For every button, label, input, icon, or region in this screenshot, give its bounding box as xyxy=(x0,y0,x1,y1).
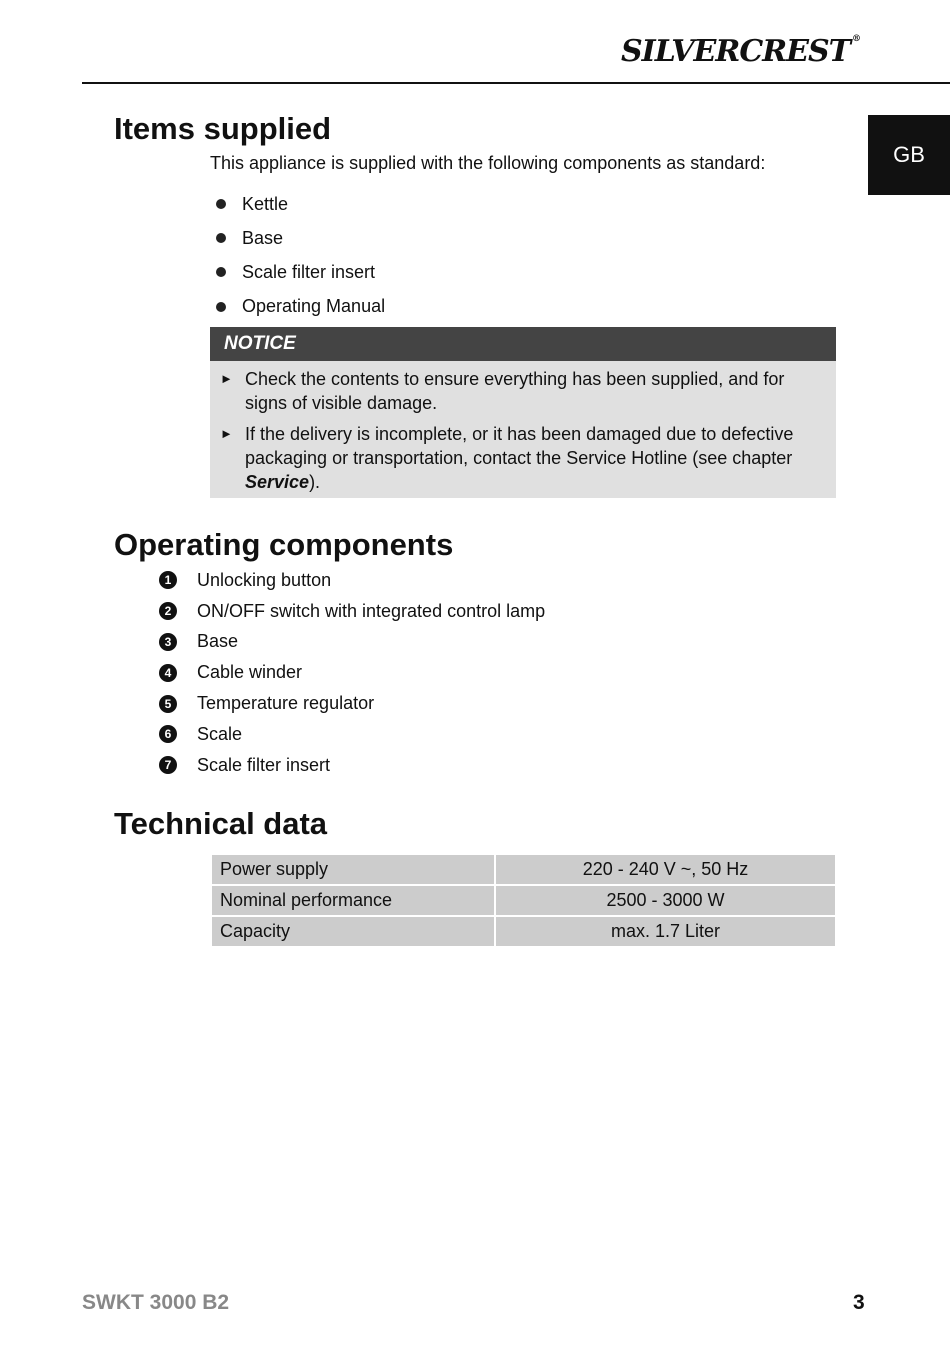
table-row xyxy=(212,886,835,915)
service-reference: Service xyxy=(245,472,310,492)
footer-model-number: SWKT 3000 B2 xyxy=(82,1291,230,1314)
bullet-icon xyxy=(216,233,226,243)
number-badge: 2 xyxy=(159,602,177,620)
table-cell-label: Power supply xyxy=(212,855,494,884)
brand-name: SILVERCREST xyxy=(621,34,850,69)
list-item-label: ON/OFF switch with integrated control lamp xyxy=(197,600,546,621)
list-item xyxy=(159,719,545,750)
table-cell-value: 220 - 240 V ~, 50 Hz xyxy=(496,855,835,884)
notice-item-text: Check the contents to ensure everything has been supplied, and for signs of visible damage. xyxy=(245,369,785,413)
list-item xyxy=(159,688,545,719)
technical-data-heading: Technical data xyxy=(114,806,328,841)
list-item-label: Kettle xyxy=(242,193,289,214)
operating-components-heading: Operating components xyxy=(114,527,454,562)
notice-item-end: ). xyxy=(309,472,321,492)
notice-item xyxy=(220,367,810,415)
items-supplied-intro: This appliance is supplied with the following components as standard: xyxy=(210,153,766,173)
number-badge: 1 xyxy=(159,571,177,589)
list-item-label: Temperature regulator xyxy=(197,693,375,714)
notice-item-text xyxy=(245,422,810,494)
number-badge: 3 xyxy=(159,633,177,651)
list-item-label: Scale filter insert xyxy=(197,754,331,775)
list-item xyxy=(159,657,545,688)
items-supplied-list xyxy=(216,187,385,324)
list-item xyxy=(159,627,545,658)
list-item xyxy=(159,596,545,627)
notice-title: NOTICE xyxy=(210,327,836,361)
list-item-label: Scale xyxy=(197,723,243,744)
list-item-label: Base xyxy=(197,631,239,652)
list-item xyxy=(216,255,385,289)
bullet-icon xyxy=(216,199,226,209)
list-item xyxy=(159,750,545,781)
number-badge: 5 xyxy=(159,695,177,713)
table-row xyxy=(212,855,835,884)
brand-logo xyxy=(621,34,860,69)
list-item xyxy=(216,187,385,221)
page-number: 3 xyxy=(853,1291,865,1314)
bullet-icon xyxy=(216,267,226,277)
items-supplied-heading: Items supplied xyxy=(114,111,332,146)
list-item xyxy=(216,290,385,324)
operating-components-list xyxy=(159,565,545,781)
notice-item-body: If the delivery is incomplete, or it has been damaged due to defective packaging or transportation, contact the Service Hotline (see chapter xyxy=(245,424,794,468)
arrow-right-icon: ► xyxy=(220,371,233,386)
header-rule xyxy=(82,82,950,84)
arrow-right-icon: ► xyxy=(220,426,233,441)
number-badge: 7 xyxy=(159,756,177,774)
language-tab: GB xyxy=(868,115,950,195)
number-badge: 6 xyxy=(159,725,177,743)
list-item-label: Cable winder xyxy=(197,662,303,683)
table-cell-value: max. 1.7 Liter xyxy=(496,917,835,946)
list-item-label: Scale filter insert xyxy=(242,261,376,282)
table-row xyxy=(212,917,835,946)
notice-box xyxy=(210,327,836,498)
list-item xyxy=(216,221,385,255)
list-item xyxy=(159,565,545,596)
notice-item xyxy=(220,422,810,494)
technical-data-table xyxy=(210,853,837,948)
registered-mark: ® xyxy=(852,34,860,44)
list-item-label: Unlocking button xyxy=(197,569,332,590)
number-badge: 4 xyxy=(159,664,177,682)
list-item-label: Operating Manual xyxy=(242,296,386,317)
bullet-icon xyxy=(216,302,226,312)
table-cell-label: Capacity xyxy=(212,917,494,946)
list-item-label: Base xyxy=(242,227,284,248)
table-cell-value: 2500 - 3000 W xyxy=(496,886,835,915)
table-cell-label: Nominal performance xyxy=(212,886,494,915)
